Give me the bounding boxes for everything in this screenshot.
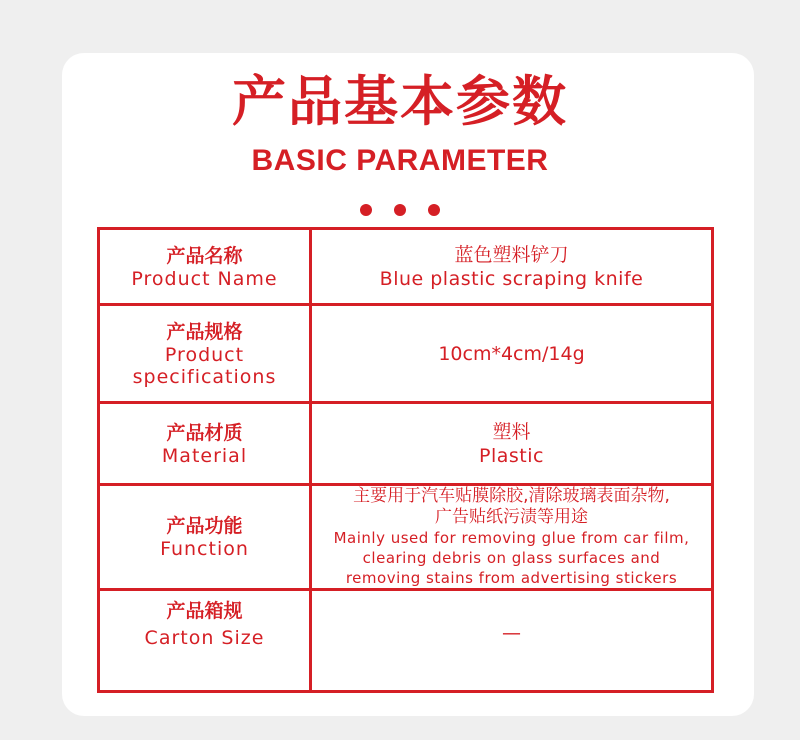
value-en-line-3: removing stains from advertising stickers	[345, 569, 678, 587]
value-carton-size: —	[502, 622, 521, 644]
value-cn: 蓝色塑料铲刀	[454, 243, 569, 266]
page-title-en: BASIC PARAMETER	[251, 144, 549, 177]
value-cn: 塑料	[492, 420, 531, 443]
parameter-table	[97, 227, 714, 693]
table-row	[99, 485, 713, 590]
dot-icon	[360, 204, 372, 216]
row-value-function	[311, 485, 713, 590]
value-en: Blue plastic scraping knife	[379, 267, 644, 290]
label-en-line-1: Product	[164, 343, 245, 366]
label-cn: 产品规格	[166, 320, 243, 343]
table-row	[99, 403, 713, 485]
row-label-carton-size	[99, 590, 311, 692]
label-en: Material	[161, 444, 248, 467]
label-en: Product Name	[131, 267, 278, 290]
row-value-carton-size	[311, 590, 713, 692]
page-title-cn: 产品基本参数	[232, 70, 568, 133]
row-value-specifications	[311, 305, 713, 403]
row-label-product-name	[99, 229, 311, 305]
value-cn-line-2: 广告贴纸污渍等用途	[435, 507, 588, 527]
value-cn-line-1: 主要用于汽车贴膜除胶,清除玻璃表面杂物,	[353, 486, 670, 506]
dot-icon	[428, 204, 440, 216]
table-row	[99, 305, 713, 403]
label-en-line-2: specifications	[132, 365, 277, 388]
value-en-line-2: clearing debris on glass surfaces and	[362, 549, 661, 567]
label-cn: 产品材质	[166, 421, 243, 444]
decorative-dots	[0, 204, 800, 216]
value-en: Plastic	[479, 444, 544, 467]
label-en: Function	[160, 538, 249, 560]
label-cn: 产品箱规	[166, 600, 243, 622]
dot-icon	[394, 204, 406, 216]
label-cn: 产品名称	[166, 244, 243, 267]
value-specifications: 10cm*4cm/14g	[438, 342, 585, 365]
label-cn: 产品功能	[166, 515, 243, 537]
table-row	[99, 590, 713, 692]
label-en: Carton Size	[144, 627, 265, 649]
row-label-material	[99, 403, 311, 485]
row-value-material	[311, 403, 713, 485]
row-label-function	[99, 485, 311, 590]
row-label-specifications	[99, 305, 311, 403]
value-en-line-1: Mainly used for removing glue from car film,	[333, 529, 690, 547]
row-value-product-name	[311, 229, 713, 305]
table-row	[99, 229, 713, 305]
